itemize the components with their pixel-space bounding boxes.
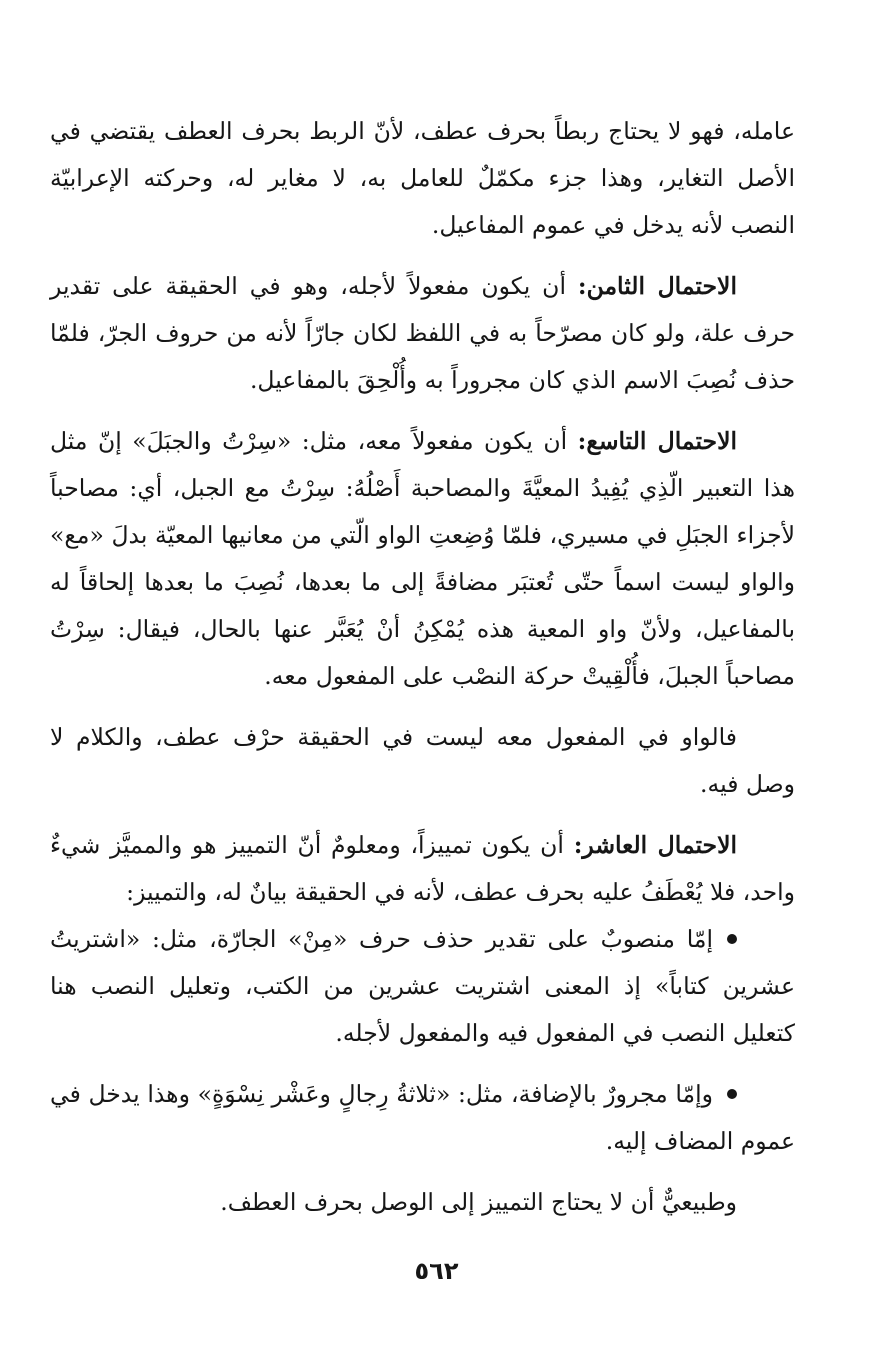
paragraph-heading: الاحتمال الثامن: bbox=[577, 272, 737, 300]
paragraph-heading: الاحتمال العاشر: bbox=[573, 831, 737, 859]
bullet-item-accusative bbox=[50, 916, 795, 1057]
paragraph-text: أن يكون مفعولاً معه، مثل: «سِرْتُ والجبَلَ» إنّ مثل هذا التعبير الّذِي يُفِيدُ المعيَّةَ والمصاحبة أَصْلُهُ: سِرْتُ مع الجبل، أي: مصاحباً لأجزاء الجبَلِ في مسيري، فلمّا وُضِعتِ الواو الّتي من معانيها المعيّة بدلَ «مع» والواو ليست اسماً حتّى تُعتبَر مضافةً إلى ما بعدها، نُصِبَ ما بعدها إلحاقاً له بالمفاعيل، ولأنّ واو المعية هذه يُمْكِنُ أنْ يُعَبَّر عنها بالحال، فيقال: سِرْتُ مصاحباً الجبلَ، فأُلْقِيتْ حركة النصْب على المفعول معه. bbox=[50, 427, 795, 690]
paragraph-tenth-possibility bbox=[50, 822, 795, 916]
bullet-icon bbox=[727, 1089, 737, 1099]
paragraph-continuation bbox=[50, 108, 795, 249]
paragraph-heading: الاحتمال التاسع: bbox=[577, 427, 737, 455]
paragraph-waw-note bbox=[50, 714, 795, 808]
paragraph-text: فالواو في المفعول معه ليست في الحقيقة حرْف عطف، والكلام لا وصل فيه. bbox=[50, 723, 795, 798]
paragraph-eighth-possibility bbox=[50, 263, 795, 404]
page-body bbox=[50, 108, 795, 1226]
paragraph-text: عامله، فهو لا يحتاج ربطاً بحرف عطف، لأنّ الربط بحرف العطف يقتضي في الأصل التغاير، وهذا جزء مكمّلٌ للعامل به، لا مغاير له، وحركته الإعرابيّة النصب لأنه يدخل في عموم المفاعيل. bbox=[50, 117, 795, 239]
paragraph-text: أن يكون تمييزاً، ومعلومٌ أنّ التمييز هو والمميَّز شيءٌ واحد، فلا يُعْطَفُ عليه بحرف عطف، لأنه في الحقيقة بيانٌ له، والتمييز: bbox=[50, 831, 795, 906]
paragraph-conclusion bbox=[50, 1179, 795, 1226]
paragraph-text: وإمّا مجرورٌ بالإضافة، مثل: «ثلاثةُ رِجالٍ وعَشْر نِسْوَةٍ» وهذا يدخل في عموم المضاف إليه. bbox=[50, 1080, 795, 1155]
paragraph-text: أن يكون مفعولاً لأجله، وهو في الحقيقة على تقدير حرف علة، ولو كان مصرّحاً به في اللفظ لكان جارّاً لأنه من حروف الجرّ، فلمّا حذف نُصِبَ الاسم الذي كان مجروراً به وأُلْحِقَ بالمفاعيل. bbox=[50, 272, 795, 394]
paragraph-text: إمّا منصوبٌ على تقدير حذف حرف «مِنْ» الجارّة، مثل: «اشتريتُ عشرين كتاباً» إذ المعنى اشتريت عشرين من الكتب، وتعليل النصب هنا كتعليل النصب في المفعول فيه والمفعول لأجله. bbox=[50, 925, 795, 1047]
paragraph-text: وطبيعيٌّ أن لا يحتاج التمييز إلى الوصل بحرف العطف. bbox=[220, 1188, 737, 1216]
page-number: ٥٦٢ bbox=[414, 1257, 459, 1285]
bullet-item-genitive bbox=[50, 1071, 795, 1165]
bullet-icon bbox=[727, 934, 737, 944]
paragraph-ninth-possibility bbox=[50, 418, 795, 700]
